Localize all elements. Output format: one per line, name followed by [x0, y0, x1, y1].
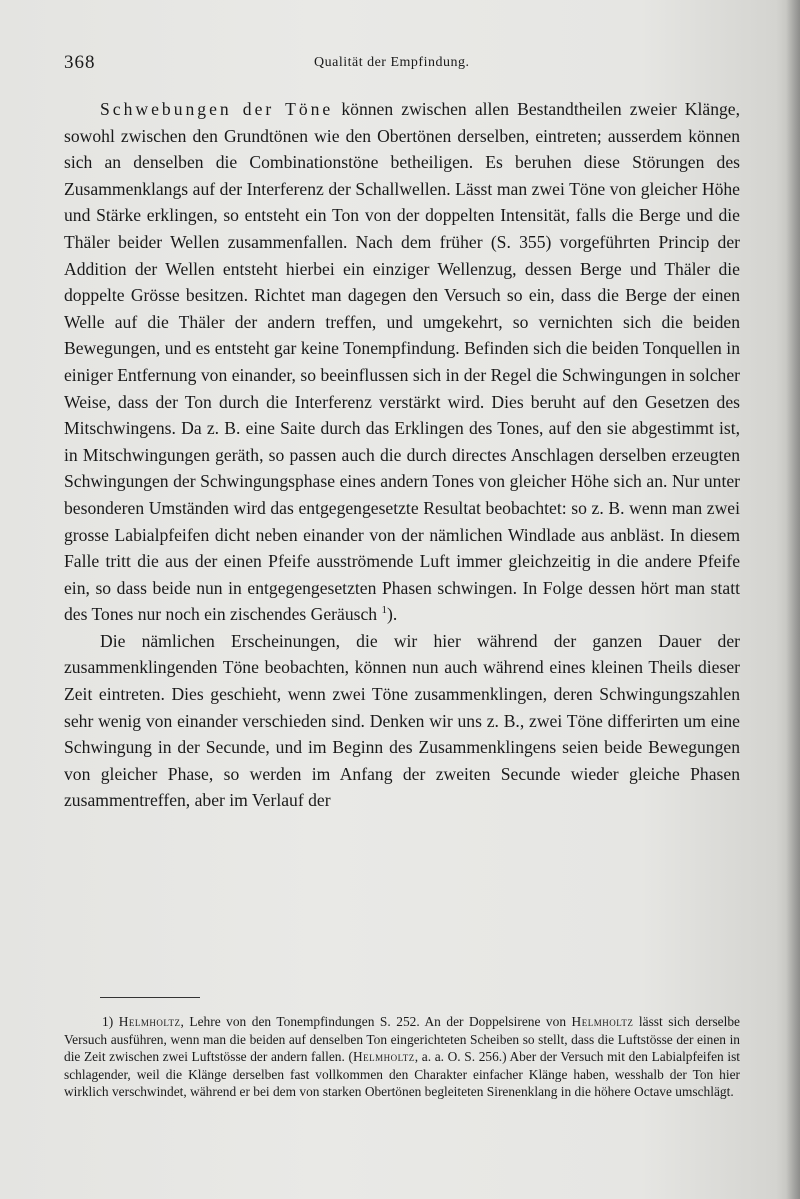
footnote-text-1: , Lehre von den Tonempfindungen S. 252. An der Doppelsirene von — [180, 1014, 572, 1029]
footnote-paragraph — [64, 1013, 740, 1101]
paragraph-1 — [64, 96, 740, 628]
paragraph-2 — [64, 628, 740, 814]
footnote-reference: 1 — [381, 604, 387, 617]
footnote-author-2: Helmholtz — [571, 1014, 634, 1029]
page-header — [64, 52, 740, 78]
paragraph-1-lead: Schwebungen der Töne — [100, 99, 334, 119]
paragraph-1-text: können zwischen allen Bestandtheilen zweier Klänge, sowohl zwischen den Grundtönen wie den Obertönen derselben, eintreten; ausserdem können sich an denselben die Combinationstöne betheiligen. Es beruhen diese Störungen des Zusammenklangs auf der Interferenz der Schallwellen. Lässt man zwei Töne von gleicher Höhe und Stärke erklingen, so entsteht ein Ton von der doppelten Intensität, falls die Berge und die Thäler beider Wellen zusammenfallen. Nach dem früher (S. 355) vorgeführten Princip der Addition der Wellen entsteht hierbei ein einziger Wellenzug, dessen Berge und Thäler die doppelte Grösse besitzen. Richtet man dagegen den Versuch so ein, dass die Berge der einen Welle auf die Thäler der andern treffen, und umgekehrt, so vernichten sich die beiden Bewegungen, und es entsteht gar keine Tonempfindung. Befinden sich die beiden Tonquellen in einiger Entfernung von einander, so beeinflussen sich in der Regel die Schwingungen in solcher Weise, dass der Ton durch die Interferenz verstärkt wird. Dies beruht auf den Gesetzen des Mitschwingens. Da z. B. eine Saite durch das Erklingen des Tones, auf den sie abgestimmt ist, in Mitschwingungen geräth, so passen auch die durch directes Anschlagen derselben erzeugten Schwingungen der Schwingungsphase eines andern Tones von gleicher Höhe sich an. Nur unter besonderen Umständen wird das entgegengesetzte Resultat beobachtet: so z. B. wenn man zwei grosse Labialpfeifen dicht neben einander von der nämlichen Windlade aus anbläst. In diesem Falle tritt die aus der einen Pfeife ausströmende Luft immer gleichzeitig in die andere Pfeife ein, so dass beide nun in entgegengesetzten Phasen schwingen. In Folge dessen hört man statt des Tones nur noch ein zischendes Geräusch — [64, 99, 741, 625]
footnote-marker: 1) — [102, 1014, 119, 1029]
page-edge-shadow — [786, 0, 800, 1199]
footnote-author-3: Helmholtz — [352, 1049, 415, 1065]
running-title: Qualität der Empfindung. — [314, 55, 470, 70]
paragraph-2-text: Die nämlichen Erscheinungen, die wir hier während der ganzen Dauer der zusammenklingenden Töne beobachten, können nun auch während eines kleinen Theils dieser Zeit eintreten. Dies geschieht, wenn zwei Töne zusammenklingen, deren Schwingungszahlen sehr wenig von einander verschieden sind. Denken wir uns z. B., zwei Töne differirten um eine Schwingung in der Secunde, und im Beginn des Zusammenklingens seien beide Bewegungen von gleicher Phase, so werden im Anfang der zweiten Secunde wieder gleiche Phasen zusammentreffen, aber im Verlauf der — [64, 630, 740, 811]
paragraph-1-end: ). — [387, 604, 398, 625]
footnote-author-1: Helmholtz — [118, 1014, 181, 1029]
footnote-rule — [100, 997, 200, 998]
page-number: 368 — [64, 52, 96, 73]
footnote-text-3: , a. a. O. S. 256.) Aber der Versuch mit den Labialpfeifen ist schlagender, weil die Klänge derselben fast vollkommen den Charakter einfacher Klänge haben, wesshalb der Ton hier wirklich verschwindet, während er bei dem von starken Obertönen begleiteten Sirenenklang in die höhere Octave umschlägt. — [64, 1049, 740, 1100]
body-text — [64, 96, 740, 814]
footnote-text-2: lässt sich derselbe Versuch ausführen, wenn man die beiden auf denselben Ton eingerichteten Scheiben so stellt, dass die Luftstösse der einen in die Zeit zwischen zwei Luftstösse der andern fallen. ( — [64, 1014, 740, 1065]
footnote — [64, 1013, 740, 1101]
